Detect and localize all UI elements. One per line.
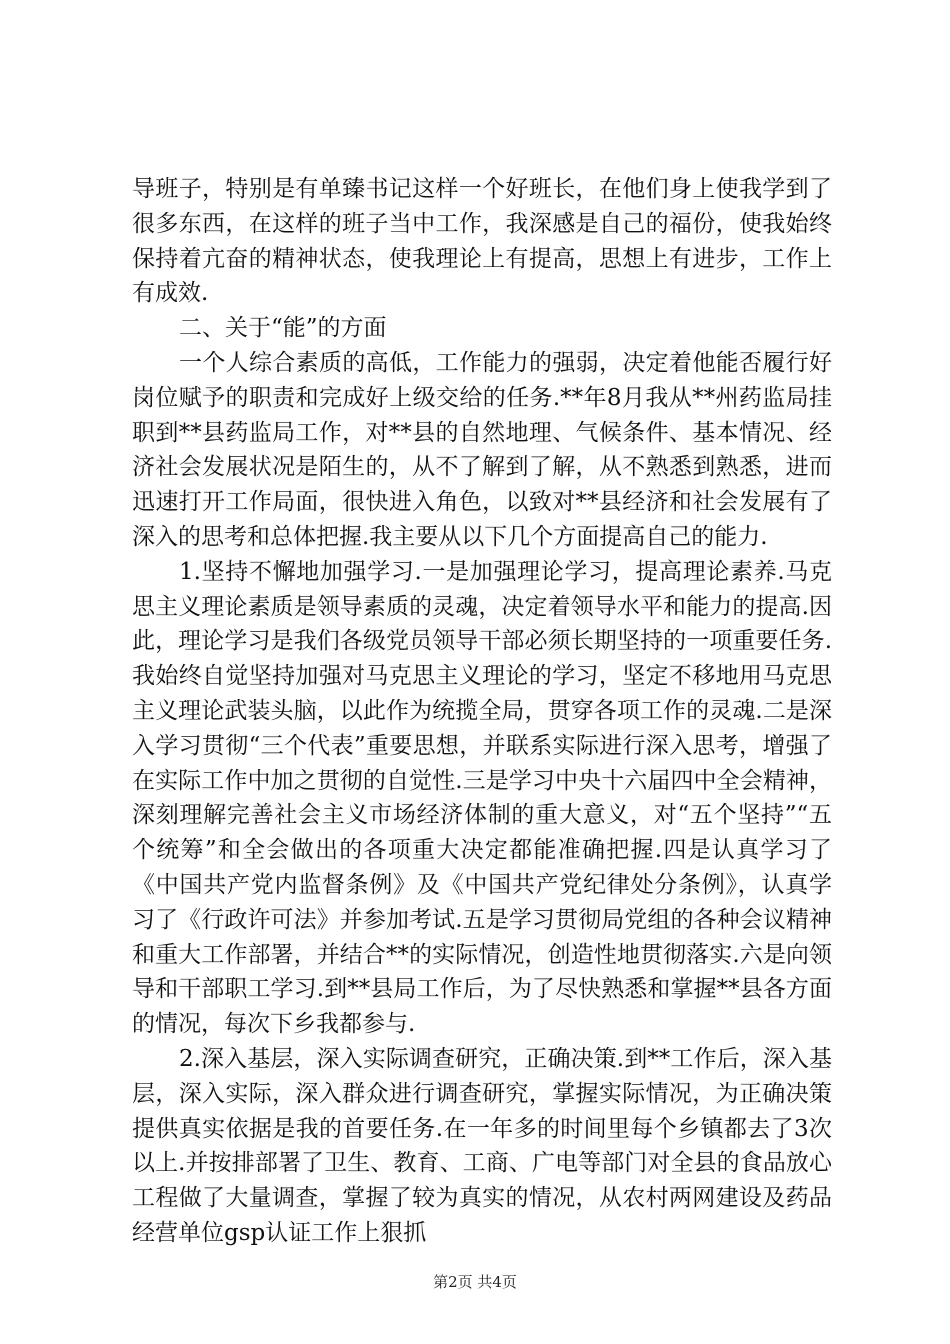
body-text xyxy=(132,172,832,1251)
paragraph-5: 2.深入基层，深入实际调查研究，正确决策.到**工作后，深入基层，深入实际，深入群众进行调查研究，掌握实际情况，为正确决策提供真实依据是我的首要任务.在一年多的时间里每个乡镇都去了3次以上.并按排部署了卫生、教育、工商、广电等部门对全县的食品放心工程做了大量调查，掌握了较为真实的情况，从农村两网建设及药品经营单位gsp认证工作上狠抓 xyxy=(132,1045,832,1246)
paragraph-3: 一个人综合素质的高低，工作能力的强弱，决定着他能否履行好岗位赋予的职责和完成好上级交给的任务.**年8月我从**州药监局挂职到**县药监局工作，对**县的自然地理、气候条件、基本情况、经济社会发展状况是陌生的，从不了解到了解，从不熟悉到熟悉，进而迅速打开工作局面，很快进入角色，以致对**县经济和社会发展有了深入的思考和总体把握.我主要从以下几个方面提高自己的能力. xyxy=(132,349,832,550)
page-number-footer: 第2页 共4页 xyxy=(433,1273,517,1291)
section-heading: 二、关于“能”的方面 xyxy=(179,315,387,342)
paragraph-4: 1.坚持不懈地加强学习.一是加强理论学习，提高理论素养.马克思主义理论素质是领导素质的灵魂，决定着领导水平和能力的提高.因此，理论学习是我们各级党员领导干部必须长期坚持的一项重要任务.我始终自觉坚持加强对马克思主义理论的学习，坚定不移地用马克思主义理论武装头脑，以此作为统揽全局，贯穿各项工作的灵魂.二是深入学习贯彻“三个代表”重要思想，并联系实际进行深入思考，增强了在实际工作中加之贯彻的自觉性.三是学习中央十六届四中全会精神，深刻理解完善社会主义市场经济体制的重大意义，对“五个坚持”“五个统筹”和全会做出的各项重大决定都能准确把握.四是认真学习了《中国共产党内监督条例》及《中国共产党纪律处分条例》，认真学习了《行政许可法》并参加考试.五是学习贯彻局党组的各种会议精神和重大工作部署，并结合**的实际情况，创造性地贯彻落实.六是向领导和干部职工学习.到**县局工作后，为了尽快熟悉和掌握**县各方面的情况，每次下乡我都参与. xyxy=(132,558,832,1038)
paragraph-1: 导班子，特别是有单臻书记这样一个好班长，在他们身上使我学到了很多东西，在这样的班子当中工作，我深感是自己的福份，使我始终保持着亢奋的精神状态，使我理论上有提高，思想上有进步，工作上有成效. xyxy=(132,176,832,307)
